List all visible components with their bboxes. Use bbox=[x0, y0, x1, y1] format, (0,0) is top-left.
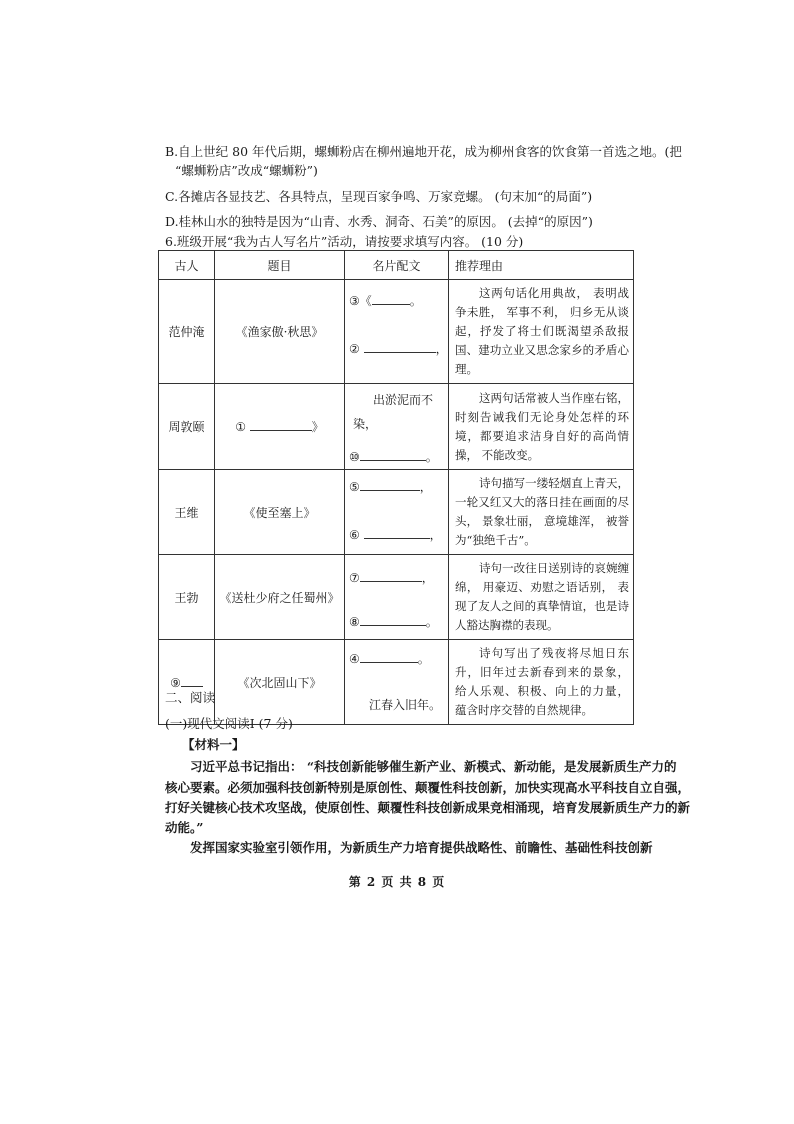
header-title: 题目 bbox=[215, 251, 345, 280]
option-b-line2: “螺蛳粉店”改成“螺蛳粉”) bbox=[175, 163, 318, 178]
verse-line-bottom[interactable]: ② ， bbox=[349, 342, 448, 356]
ancient-name-blank[interactable]: ⑨ bbox=[159, 640, 215, 725]
verse-line-bottom: 江春入旧年。 bbox=[369, 698, 442, 712]
verse-line-top[interactable]: ⑤ ， bbox=[349, 480, 432, 494]
verse-line-top[interactable]: ⑦ ， bbox=[349, 571, 434, 585]
paragraph-line: 核心要素。必须加强科技创新特别是原创性、颠覆性科技创新，加快实现高水平科技自立自强， bbox=[165, 780, 691, 795]
option-d: D.桂林山水的独特是因为“山青、水秀、洞奇、石美”的原因。 (去掉“的原因”) bbox=[165, 214, 593, 229]
option-c: C.各摊店各显技艺、各具特点，呈现百家争鸣、万家竞螺。 (句末加“的局面”) bbox=[165, 189, 593, 204]
verse-cell bbox=[345, 384, 449, 470]
poem-title: 《使至塞上》 bbox=[215, 470, 345, 555]
reason-text: 这两句话常被人当作座右铭，时刻告诫我们无论身处怎样的环境，都要追求洁身自好的高尚情操， 不能改变。 bbox=[449, 384, 634, 470]
verse-line-top: 出淤泥而不染， bbox=[353, 393, 434, 431]
poem-title: 《送杜少府之任蜀州》 bbox=[215, 555, 345, 640]
table-row bbox=[159, 640, 634, 725]
verse-line-top[interactable]: ③《 。 bbox=[349, 294, 422, 308]
ancient-name: 周敦颐 bbox=[159, 384, 215, 470]
reason-text: 这两句话化用典故， 表明战争未胜， 军事不利， 归乡无从谈起，抒发了将士们既渴望杀敌报国、建功立业又思念家乡的矛盾心理。 bbox=[449, 280, 634, 384]
ancient-name: 王勃 bbox=[159, 555, 215, 640]
reason-text: 诗句一改往日送别诗的哀婉缠绵， 用豪迈、劝慰之语话别， 表现了友人之间的真挚情谊，也是诗人豁达胸襟的表现。 bbox=[449, 555, 634, 640]
reason-text: 诗句描写一缕轻烟直上青天，一轮又红又大的落日挂在画面的尽头， 景象壮丽， 意境雄浑， 被誉为“独绝千古”。 bbox=[449, 470, 634, 555]
table-row bbox=[159, 555, 634, 640]
option-b-line1: B.自上世纪 80 年代后期，螺蛳粉店在柳州遍地开花，成为柳州食客的饮食第一首选之地。(把 bbox=[165, 144, 682, 159]
verse-line-bottom[interactable]: ⑥ ， bbox=[349, 528, 442, 542]
material-label: 【材料一】 bbox=[182, 737, 245, 752]
verse-cell bbox=[345, 280, 449, 384]
page-footer: 第 2 页 共 8 页 bbox=[348, 875, 446, 889]
verse-cell bbox=[345, 640, 449, 725]
paragraph-line: 动能。” bbox=[165, 820, 204, 835]
reading-title: (一)现代文阅读Ⅰ (7 分) bbox=[165, 716, 293, 731]
header-verse: 名片配文 bbox=[345, 251, 449, 280]
verse-line-bottom[interactable]: ⑩ 。 bbox=[349, 450, 438, 464]
verse-cell bbox=[345, 555, 449, 640]
table-row bbox=[159, 384, 634, 470]
reason-text: 诗句写出了残夜将尽旭日东升，旧年过去新春到来的景象， 给人乐观、积极、向上的力量， 蕴含时序交替的自然规律。 bbox=[449, 640, 634, 725]
header-reason: 推荐理由 bbox=[449, 251, 634, 280]
poem-title: 《渔家傲·秋思》 bbox=[215, 280, 345, 384]
table-row bbox=[159, 470, 634, 555]
paragraph-line: 习近平总书记指出： “科技创新能够催生新产业、新模式、新动能，是发展新质生产力的 bbox=[190, 759, 677, 774]
ancient-name: 王维 bbox=[159, 470, 215, 555]
verse-line-top[interactable]: ④ 。 bbox=[349, 652, 430, 666]
table-row bbox=[159, 280, 634, 384]
section-title: 二、阅读 bbox=[165, 690, 216, 705]
name-card-table bbox=[158, 250, 634, 725]
poem-title: 《次北固山下》 bbox=[215, 640, 345, 725]
verse-line-bottom[interactable]: ⑧ 。 bbox=[349, 615, 438, 629]
question-6: 6.班级开展“我为古人写名片”活动，请按要求填写内容。 (10 分) bbox=[165, 234, 524, 249]
paragraph-line: 发挥国家实验室引领作用，为新质生产力培育提供战略性、前瞻性、基础性科技创新 bbox=[190, 840, 653, 855]
poem-title-blank[interactable]: ① 》 bbox=[215, 384, 345, 470]
table-header-row bbox=[159, 251, 634, 280]
paragraph-line: 打好关键核心技术攻坚战，使原创性、颠覆性科技创新成果竞相涌现，培育发展新质生产力的新 bbox=[165, 800, 691, 815]
header-ancient: 古人 bbox=[159, 251, 215, 280]
ancient-name: 范仲淹 bbox=[159, 280, 215, 384]
verse-cell bbox=[345, 470, 449, 555]
